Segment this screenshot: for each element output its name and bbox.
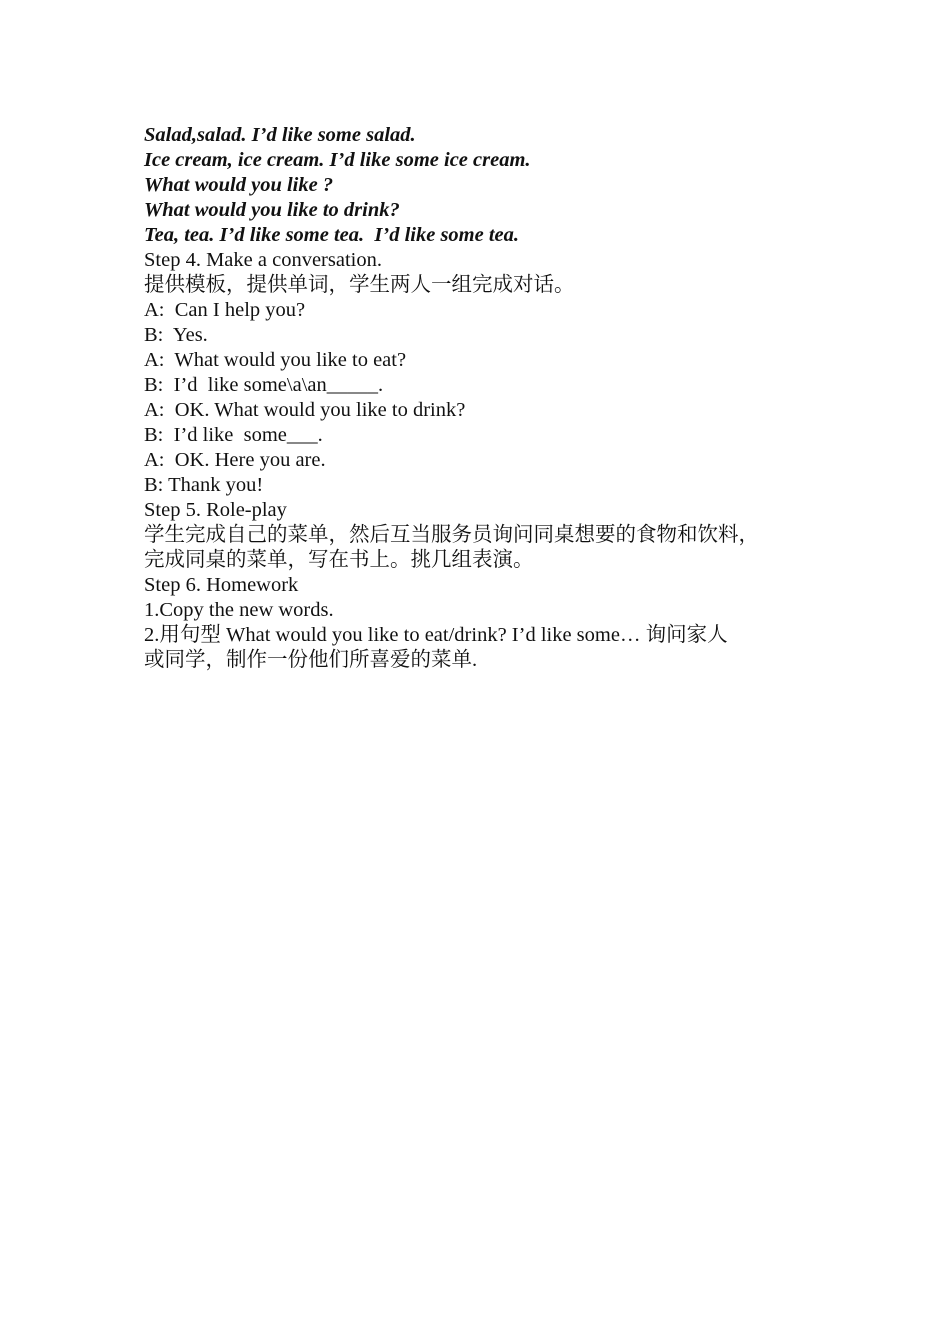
homework-item-1: 1.Copy the new words. bbox=[144, 599, 334, 621]
dialogue-line: B: I’d like some\a\an_____. bbox=[144, 374, 384, 396]
dialogue-line: A: OK. What would you like to drink? bbox=[144, 399, 466, 421]
step6-heading: Step 6. Homework bbox=[144, 574, 299, 596]
chant-line-salad: Salad,salad. I’d like some salad. bbox=[144, 124, 416, 146]
dialogue-line: B: Yes. bbox=[144, 324, 208, 346]
dialogue-line: A: Can I help you? bbox=[144, 299, 306, 321]
lesson-plan-text bbox=[144, 123, 824, 673]
step4-heading: Step 4. Make a conversation. bbox=[144, 249, 382, 271]
step5-heading: Step 5. Role-play bbox=[144, 499, 287, 521]
dialogue-line: B: Thank you! bbox=[144, 474, 264, 496]
dialogue-line: A: What would you like to eat? bbox=[144, 349, 407, 371]
chant-line-drink: What would you like to drink? bbox=[144, 199, 400, 221]
chant-line-what-would-you-like: What would you like ? bbox=[144, 174, 334, 196]
dialogue-line: A: OK. Here you are. bbox=[144, 449, 326, 471]
homework-item-2-line2: 或同学，制作一份他们所喜爱的菜单. bbox=[144, 649, 478, 671]
step4-instruction: 提供模板，提供单词，学生两人一组完成对话。 bbox=[144, 274, 575, 296]
chant-line-ice-cream: Ice cream, ice cream. I’d like some ice cream. bbox=[144, 149, 531, 171]
dialogue-line: B: I’d like some___. bbox=[144, 424, 323, 446]
step5-instruction-line1: 学生完成自己的菜单，然后互当服务员询问同桌想要的食物和饮料， bbox=[144, 524, 759, 546]
chant-line-tea: Tea, tea. I’d like some tea. I’d like some tea. bbox=[144, 224, 520, 246]
step5-instruction-line2: 完成同桌的菜单，写在书上。挑几组表演。 bbox=[144, 549, 534, 571]
homework-item-2-line1: 2.用句型 What would you like to eat/drink? I’d like some… 询问家人 bbox=[144, 624, 728, 646]
